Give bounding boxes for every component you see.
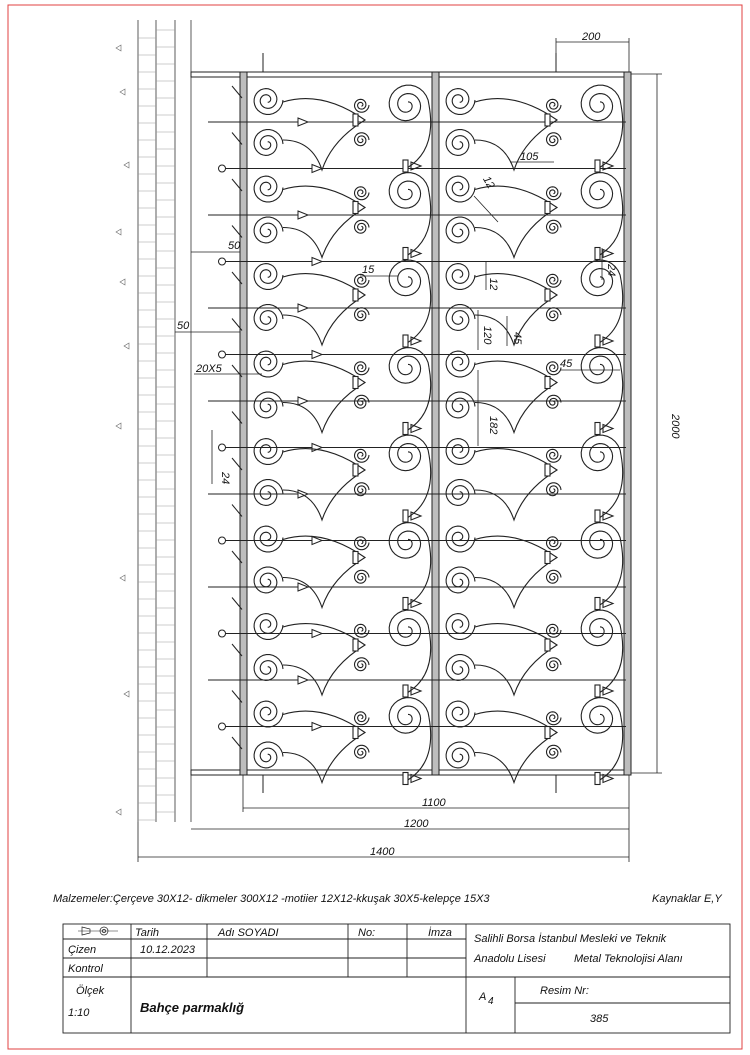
scroll-curl [254, 89, 283, 115]
rod-ball-end [219, 165, 226, 172]
small-curl [547, 712, 562, 725]
school-line2: Anadolu Lisesi [474, 953, 546, 965]
rod-arrow-tip [298, 304, 308, 312]
drawing-title: Bahçe parmaklığ [140, 1000, 245, 1015]
concrete-mark [124, 343, 129, 349]
dim-182: 182 [487, 416, 499, 435]
large-curl [389, 348, 429, 384]
c-scroll [599, 543, 623, 606]
clamp [595, 510, 600, 522]
scroll-curl [446, 742, 475, 768]
small-curl [355, 712, 370, 725]
heart-motif [475, 449, 557, 520]
arrow-tip [411, 425, 421, 433]
scroll-curl [446, 701, 475, 727]
clamp [595, 685, 600, 697]
small-curl [355, 133, 370, 146]
small-curl [355, 624, 370, 637]
rod-arrow-tip [298, 211, 308, 219]
header-imza: İmza [428, 927, 452, 939]
clamp [595, 248, 600, 260]
large-curl [389, 173, 429, 209]
small-curl [547, 745, 562, 758]
c-scroll [599, 280, 623, 343]
dim-50-a: 50 [228, 240, 241, 252]
small-curl [547, 99, 562, 112]
large-curl [581, 348, 621, 384]
small-curl [355, 745, 370, 758]
drawing-number: 385 [590, 1013, 609, 1025]
dim-1100: 1100 [422, 797, 446, 809]
small-curl [547, 570, 562, 583]
scroll-curl [254, 439, 283, 465]
concrete-mark [124, 691, 129, 697]
scroll-curl [254, 480, 283, 506]
arrow-tip [411, 600, 421, 608]
clamp [353, 552, 358, 564]
c-scroll [407, 455, 431, 518]
clamp [545, 202, 550, 214]
arrow-tip [603, 687, 613, 695]
rod-arrow-tip [312, 258, 322, 266]
scroll-curl [446, 130, 475, 156]
dim-120: 120 [481, 326, 493, 345]
scroll-curl [254, 217, 283, 243]
clamp [353, 377, 358, 389]
large-curl [581, 85, 621, 121]
heart-motif [283, 274, 365, 345]
arrow-tip [411, 775, 421, 783]
c-scroll [407, 543, 431, 606]
large-curl [389, 698, 429, 734]
rod-ball-end [219, 630, 226, 637]
date-value: 10.12.2023 [140, 944, 196, 956]
arrow-tip [603, 250, 613, 258]
heart-motif [475, 186, 557, 257]
heart-motif [283, 449, 365, 520]
scroll-curl [446, 439, 475, 465]
small-curl [547, 395, 562, 408]
scroll-curl [446, 89, 475, 115]
c-scroll [599, 105, 623, 168]
c-scroll [599, 455, 623, 518]
rod-arrow-tip [298, 676, 308, 684]
rod-ball-end [219, 723, 226, 730]
large-curl [581, 610, 621, 646]
scroll-curl [254, 392, 283, 418]
heart-motif [283, 624, 365, 695]
arrow-tip [603, 600, 613, 608]
department: Metal Teknolojisi Alanı [574, 953, 683, 965]
header-tarih: Tarih [135, 927, 160, 939]
concrete-mark [120, 279, 125, 285]
c-scroll [407, 280, 431, 343]
dim-24-right: 24 [605, 264, 617, 277]
rod-arrow-tip [312, 630, 322, 638]
paper-size: A [479, 991, 487, 1003]
clamp [595, 160, 600, 172]
clamp [545, 114, 550, 126]
heart-motif [283, 99, 365, 170]
clamp [545, 552, 550, 564]
scroll-curl [446, 264, 475, 290]
scroll-curl [254, 567, 283, 593]
dim-45-vertical: 45 [511, 332, 523, 345]
picket-rods [219, 118, 323, 731]
scale-value: 1:10 [68, 1007, 90, 1019]
clamp [353, 289, 358, 301]
arrow-tip [411, 687, 421, 695]
scroll-curl [446, 614, 475, 640]
clamp [403, 773, 408, 785]
small-curl [547, 624, 562, 637]
scroll-curl [254, 264, 283, 290]
clamp [403, 335, 408, 347]
heart-motif [475, 99, 557, 170]
small-curl [355, 362, 370, 375]
large-curl [389, 435, 429, 471]
heart-motif [283, 361, 365, 432]
header-no: No: [358, 927, 376, 939]
scroll-curl [446, 655, 475, 681]
small-curl [547, 537, 562, 550]
rod-arrow-tip [298, 118, 308, 126]
small-curl [355, 449, 370, 462]
clamp [353, 639, 358, 651]
c-scroll [407, 105, 431, 168]
c-scroll [599, 368, 623, 431]
rod-arrow-tip [312, 351, 322, 359]
small-curl [355, 570, 370, 583]
clamp [403, 423, 408, 435]
wall [116, 20, 191, 822]
clamp [353, 727, 358, 739]
clamp [595, 423, 600, 435]
clamp [545, 464, 550, 476]
rod-ball-end [219, 351, 226, 358]
clamp [403, 160, 408, 172]
clamp [403, 248, 408, 260]
small-curl [547, 308, 562, 321]
c-scroll [599, 630, 623, 693]
paper-size-sub: 4 [488, 996, 494, 1007]
scroll-curl [446, 392, 475, 418]
c-scroll [407, 630, 431, 693]
dim-50-b: 50 [177, 320, 190, 332]
rod-ball-end [219, 258, 226, 265]
resim-label: Resim Nr: [540, 985, 589, 997]
c-scroll [599, 193, 623, 256]
dim-24-left: 24 [219, 472, 231, 485]
small-curl [547, 362, 562, 375]
small-curl [355, 537, 370, 550]
dim-45-horizontal: 45 [560, 358, 573, 370]
small-curl [547, 220, 562, 233]
header-adsoyad: Adı SOYADI [218, 927, 279, 939]
heart-motif [283, 536, 365, 607]
arrow-tip [603, 425, 613, 433]
clamp [595, 598, 600, 610]
row-cizen: Çizen [68, 944, 97, 956]
small-curl [355, 220, 370, 233]
scroll-curl [446, 526, 475, 552]
c-scroll [407, 368, 431, 431]
clamp [545, 727, 550, 739]
scroll-curl [254, 701, 283, 727]
dim-2000: 2000 [669, 414, 681, 439]
clamp [545, 639, 550, 651]
large-curl [389, 85, 429, 121]
small-curl [355, 99, 370, 112]
small-curl [547, 274, 562, 287]
concrete-mark [116, 45, 121, 51]
dim-12-vertical: 12 [487, 278, 499, 291]
small-curl [547, 133, 562, 146]
dim-200: 200 [582, 31, 601, 43]
large-curl [581, 435, 621, 471]
scroll-curl [254, 655, 283, 681]
small-curl [547, 187, 562, 200]
clamp [353, 202, 358, 214]
scroll-curl [446, 480, 475, 506]
rod-arrow-tip [312, 723, 322, 731]
arrow-tip [603, 337, 613, 345]
concrete-mark [116, 229, 121, 235]
olcek-label: Ölçek [76, 985, 105, 997]
dim-1200: 1200 [404, 818, 429, 830]
small-curl [547, 449, 562, 462]
arrow-tip [411, 250, 421, 258]
rod-ball-end [219, 444, 226, 451]
arrow-tip [411, 337, 421, 345]
rod-ball-end [219, 537, 226, 544]
arrow-tip [603, 775, 613, 783]
concrete-mark [116, 423, 121, 429]
clamp [403, 685, 408, 697]
large-curl [581, 173, 621, 209]
concrete-mark [120, 575, 125, 581]
c-scroll [407, 193, 431, 256]
concrete-mark [116, 809, 121, 815]
small-curl [355, 308, 370, 321]
large-curl [389, 610, 429, 646]
arrow-tip [411, 512, 421, 520]
small-curl [355, 187, 370, 200]
clamp [595, 335, 600, 347]
arrow-tip [603, 512, 613, 520]
scroll-curl [254, 176, 283, 202]
scroll-curl [446, 217, 475, 243]
small-curl [547, 658, 562, 671]
dim-105: 105 [520, 151, 539, 163]
concrete-mark [124, 162, 129, 168]
scroll-curl [446, 176, 475, 202]
clamp [353, 114, 358, 126]
dimension-lines [138, 38, 662, 862]
large-curl [581, 698, 621, 734]
scroll-curl [254, 742, 283, 768]
dim-1400: 1400 [370, 846, 395, 858]
clamp [545, 377, 550, 389]
clamp [545, 289, 550, 301]
dim-20x5: 20X5 [196, 363, 222, 375]
clamp [403, 598, 408, 610]
clamp [353, 464, 358, 476]
school-line1: Salihli Borsa İstanbul Mesleki ve Teknik [474, 933, 667, 945]
dim-12-diagonal: 12 [480, 174, 497, 191]
heart-motif [475, 624, 557, 695]
concrete-mark [120, 89, 125, 95]
scroll-curl [254, 526, 283, 552]
heart-motif [283, 186, 365, 257]
sources-note: Kaynaklar E,Y [652, 893, 722, 905]
small-curl [355, 395, 370, 408]
rod-arrow-tip [298, 397, 308, 405]
clamp [595, 773, 600, 785]
small-curl [355, 658, 370, 671]
scroll-curl [446, 567, 475, 593]
materials-note: Malzemeler:Çerçeve 30X12- dikmeler 300X12 -motiier 12X12-kkuşak 30X5-kelepçe 15X3 [53, 893, 490, 905]
clamp [403, 510, 408, 522]
heart-motif [475, 536, 557, 607]
scroll-curl [254, 614, 283, 640]
dim-15: 15 [362, 264, 375, 276]
large-curl [389, 260, 429, 296]
scroll-curl [254, 130, 283, 156]
row-kontrol: Kontrol [68, 963, 103, 975]
